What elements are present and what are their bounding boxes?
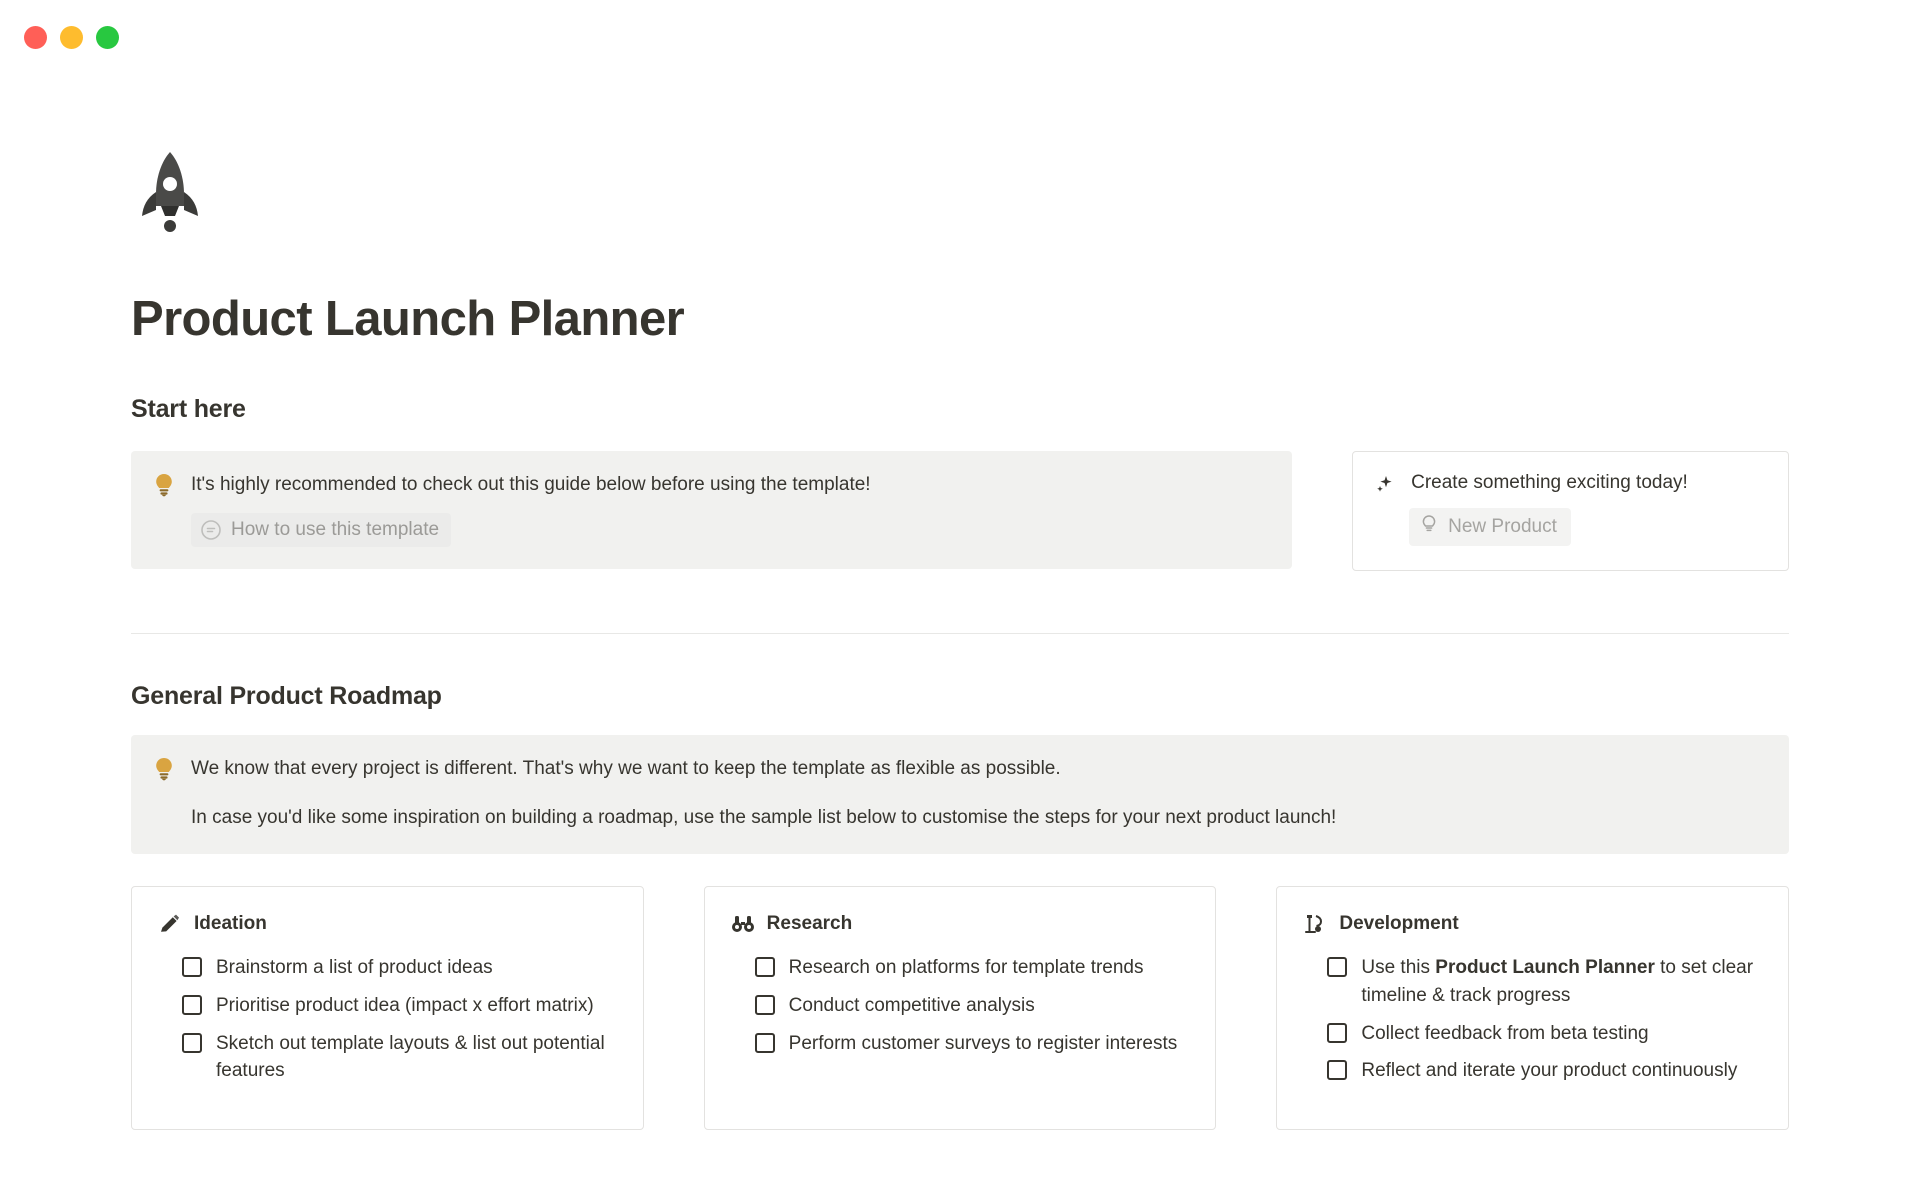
checkbox[interactable] xyxy=(182,957,202,977)
todo-label: Conduct competitive analysis xyxy=(788,995,1035,1017)
pencil-icon xyxy=(158,913,180,937)
todo-item[interactable] xyxy=(1303,1015,1762,1053)
todo-item[interactable] xyxy=(1303,1052,1762,1090)
todo-item[interactable] xyxy=(731,1025,1190,1063)
window-title-bar xyxy=(0,0,1920,74)
todo-label xyxy=(1361,954,1762,1009)
roadmap-card-title: Development xyxy=(1339,913,1459,935)
checkbox[interactable] xyxy=(755,957,775,977)
checkbox[interactable] xyxy=(1327,1060,1347,1080)
roadmap-callout-paragraph: We know that every project is different. That's why we want to keep the template as flexible as possible. xyxy=(191,758,1061,780)
roadmap-card-title: Ideation xyxy=(194,913,267,935)
todo-text-segment: to set clear timeline & track progress xyxy=(1361,957,1754,1007)
todo-item[interactable] xyxy=(731,949,1190,987)
guide-callout-text: It's highly recommended to check out this guide below before using the template! xyxy=(191,473,871,495)
checkbox[interactable] xyxy=(755,1033,775,1053)
tools-icon xyxy=(1303,913,1325,937)
todo-label: Prioritise product idea (impact x effort matrix) xyxy=(216,995,594,1017)
roadmap-card-ideation xyxy=(131,886,644,1130)
todo-label: Perform customer surveys to register interests xyxy=(788,1032,1178,1054)
page-icon xyxy=(201,520,221,540)
minimize-window-button[interactable] xyxy=(60,26,83,49)
roadmap-card-development xyxy=(1276,886,1789,1130)
create-product-card xyxy=(1352,451,1789,572)
zoom-window-button[interactable] xyxy=(96,26,119,49)
rocket-icon[interactable] xyxy=(131,148,209,234)
checkbox[interactable] xyxy=(755,995,775,1015)
start-here-heading: Start here xyxy=(131,394,246,423)
todo-item[interactable] xyxy=(158,987,617,1025)
lightbulb-icon xyxy=(153,473,175,497)
todo-label: Research on platforms for template trends xyxy=(788,957,1144,979)
checkbox[interactable] xyxy=(182,1033,202,1053)
todo-item[interactable] xyxy=(158,949,617,987)
how-to-use-template-label: How to use this template xyxy=(231,519,440,541)
start-here-row xyxy=(131,451,1789,572)
todo-item[interactable] xyxy=(731,987,1190,1025)
todo-text-segment: Use this xyxy=(1361,957,1436,979)
how-to-use-template-link[interactable] xyxy=(191,513,451,547)
roadmap-cards-row xyxy=(131,886,1789,1130)
create-product-card-title: Create something exciting today! xyxy=(1411,471,1688,493)
checkbox[interactable] xyxy=(182,995,202,1015)
checkbox[interactable] xyxy=(1327,957,1347,977)
todo-label: Reflect and iterate your product continuously xyxy=(1361,1060,1738,1082)
close-window-button[interactable] xyxy=(24,26,47,49)
window-controls xyxy=(24,26,119,49)
todo-label: Collect feedback from beta testing xyxy=(1361,1022,1649,1044)
checkbox[interactable] xyxy=(1327,1023,1347,1043)
sparkle-icon xyxy=(1375,472,1397,496)
new-product-button[interactable] xyxy=(1409,508,1571,546)
document-page xyxy=(0,148,1920,1130)
roadmap-callout-paragraph: In case you'd like some inspiration on building a roadmap, use the sample list below to customise the steps for your next product launch! xyxy=(191,806,1337,828)
roadmap-heading: General Product Roadmap xyxy=(131,682,442,711)
todo-item[interactable] xyxy=(1303,949,1762,1014)
lightbulb-icon xyxy=(153,757,175,781)
todo-item[interactable] xyxy=(158,1025,617,1090)
todo-text-segment-bold: Product Launch Planner xyxy=(1435,957,1655,979)
section-divider xyxy=(131,633,1789,634)
roadmap-callout xyxy=(131,735,1789,854)
todo-label: Brainstorm a list of product ideas xyxy=(216,957,493,979)
lightbulb-icon xyxy=(1419,514,1439,540)
roadmap-card-research xyxy=(704,886,1217,1130)
binoculars-icon xyxy=(731,913,753,937)
todo-label: Sketch out template layouts & list out potential features xyxy=(216,1032,605,1082)
roadmap-card-title: Research xyxy=(766,913,853,935)
guide-callout xyxy=(131,451,1292,570)
page-title: Product Launch Planner xyxy=(131,292,685,346)
new-product-button-label: New Product xyxy=(1448,516,1557,538)
